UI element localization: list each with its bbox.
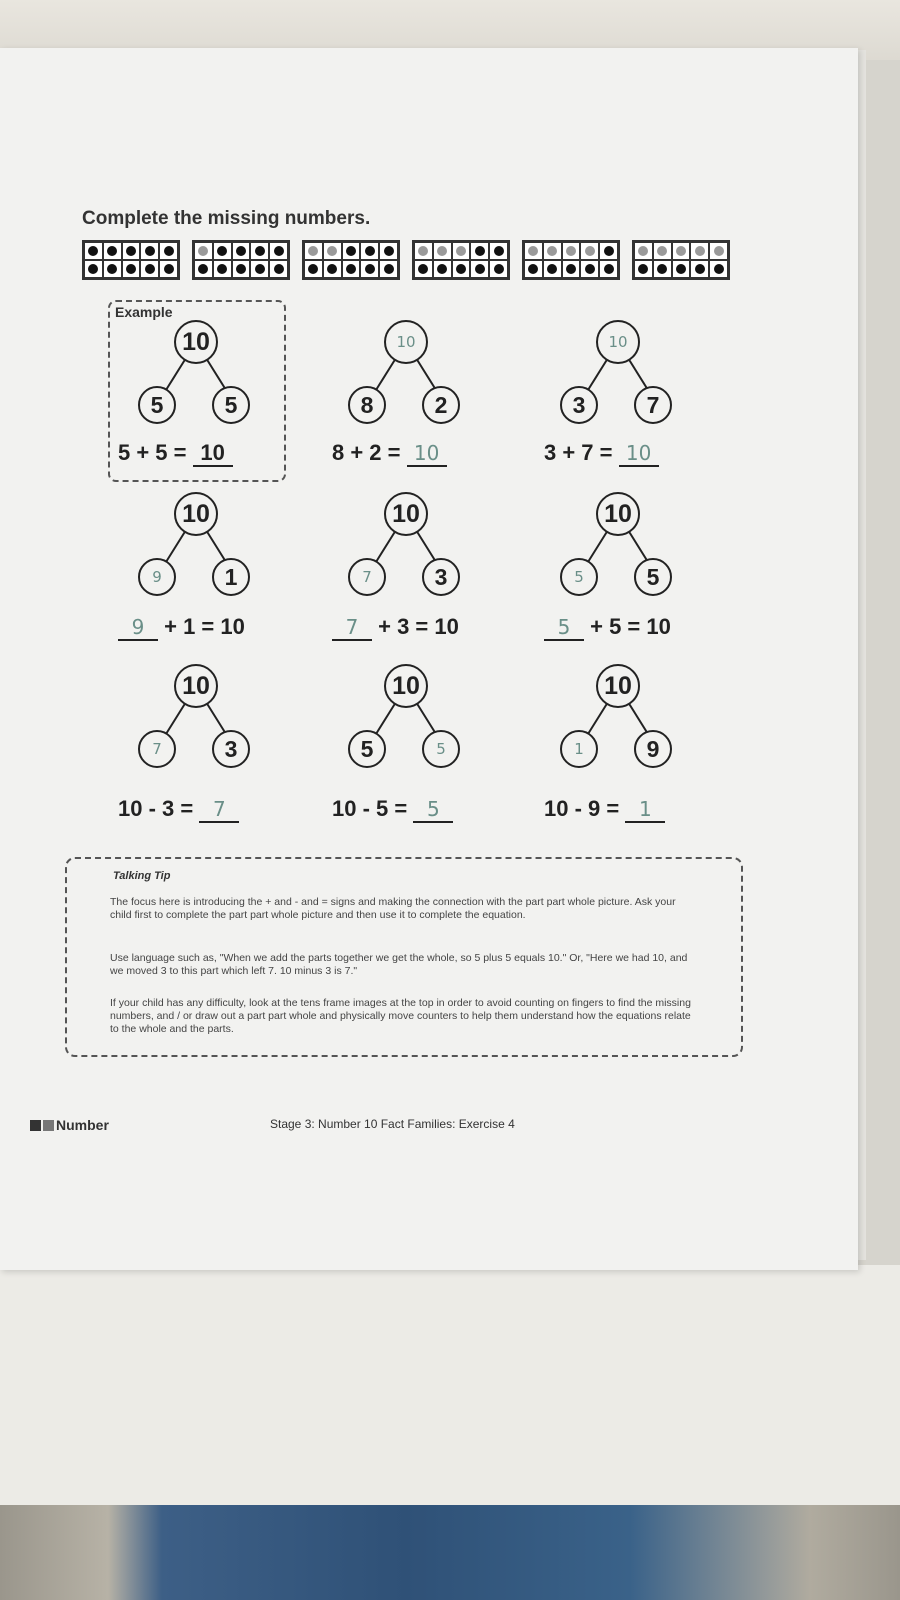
tens-frame-cell xyxy=(489,242,508,260)
counter-black-icon xyxy=(695,264,705,274)
answer-value: 7 xyxy=(212,797,226,821)
tens-frame-cell xyxy=(414,242,433,260)
tens-frame-cell xyxy=(342,242,361,260)
tens-frame-cell xyxy=(140,260,159,278)
counter-black-icon xyxy=(308,264,318,274)
tens-frame-cell xyxy=(414,260,433,278)
whole-circle-value: 10 xyxy=(182,327,210,356)
tens-frame-cell xyxy=(159,260,178,278)
brand-square-grey-icon xyxy=(43,1120,54,1131)
counter-grey-icon xyxy=(327,246,337,256)
tens-frame xyxy=(632,240,730,280)
tens-frame-cell xyxy=(159,242,178,260)
counter-black-icon xyxy=(255,264,265,274)
counter-black-icon xyxy=(418,264,428,274)
equation-suffix: + 1 = 10 xyxy=(158,614,245,639)
part-circle-right xyxy=(634,730,672,768)
answer-value: 1 xyxy=(638,797,652,821)
tens-frame xyxy=(82,240,180,280)
equation xyxy=(332,796,453,823)
counter-black-icon xyxy=(255,246,265,256)
tens-frame-cell xyxy=(580,260,599,278)
part-circle-right xyxy=(212,386,250,424)
part-circle-left-value: 7 xyxy=(362,568,372,586)
example-label: Example xyxy=(115,304,173,320)
tens-frame-cell xyxy=(634,242,653,260)
equation-suffix: + 3 = 10 xyxy=(372,614,459,639)
tens-frame-cell xyxy=(194,242,213,260)
answer-value: 5 xyxy=(557,615,571,639)
tens-frame-cell xyxy=(524,260,543,278)
part-circle-right xyxy=(422,558,460,596)
tens-frame xyxy=(522,240,620,280)
tens-frame-cell xyxy=(634,260,653,278)
whole-circle xyxy=(384,492,428,536)
part-circle-left xyxy=(560,386,598,424)
tens-frame-cell xyxy=(360,260,379,278)
tens-frame-cell xyxy=(269,242,288,260)
equation xyxy=(332,614,459,641)
tens-frame-cell xyxy=(690,260,709,278)
tens-frame-cell xyxy=(653,242,672,260)
counter-black-icon xyxy=(437,264,447,274)
part-circle-right-value: 5 xyxy=(436,740,446,758)
tens-frame-cell xyxy=(543,242,562,260)
whole-circle xyxy=(596,320,640,364)
whole-circle xyxy=(174,492,218,536)
tens-frame-cell xyxy=(323,260,342,278)
counter-grey-icon xyxy=(308,246,318,256)
counter-black-icon xyxy=(566,264,576,274)
whole-circle-value: 10 xyxy=(392,671,420,700)
answer-blank[interactable] xyxy=(619,441,659,467)
tens-frame-cell xyxy=(194,260,213,278)
whole-circle-value: 10 xyxy=(182,671,210,700)
answer-blank[interactable] xyxy=(332,615,372,641)
part-circle-right-value: 3 xyxy=(224,735,238,762)
tens-frame-cell xyxy=(250,242,269,260)
counter-black-icon xyxy=(346,264,356,274)
tens-frame-cell xyxy=(360,242,379,260)
whole-circle xyxy=(174,320,218,364)
tens-frame-cell xyxy=(379,242,398,260)
equation-prefix: 10 - 3 = xyxy=(118,796,200,821)
footer-brand xyxy=(30,1117,109,1133)
tens-frame-cell xyxy=(323,242,342,260)
counter-grey-icon xyxy=(198,246,208,256)
answer-blank[interactable] xyxy=(544,615,584,641)
whole-circle xyxy=(596,664,640,708)
part-circle-right-value: 3 xyxy=(434,563,448,590)
worksheet-page xyxy=(0,48,858,1270)
counter-black-icon xyxy=(475,246,485,256)
tens-frame-cell xyxy=(653,260,672,278)
counter-grey-icon xyxy=(585,246,595,256)
equation xyxy=(118,796,239,823)
floor-background xyxy=(0,1505,900,1600)
tens-frames-row xyxy=(82,240,732,280)
counter-black-icon xyxy=(528,264,538,274)
part-part-whole xyxy=(108,490,288,600)
counter-black-icon xyxy=(236,264,246,274)
counter-black-icon xyxy=(88,246,98,256)
counter-black-icon xyxy=(346,246,356,256)
counter-grey-icon xyxy=(547,246,557,256)
part-circle-left-value: 1 xyxy=(574,740,584,758)
answer-value: 7 xyxy=(345,615,359,639)
part-circle-right-value: 1 xyxy=(224,563,238,590)
part-circle-right-value: 5 xyxy=(646,563,660,590)
whole-circle-value: 10 xyxy=(604,671,632,700)
equation xyxy=(544,796,665,823)
equation-prefix: 8 + 2 = xyxy=(332,440,407,465)
answer-blank[interactable] xyxy=(625,797,665,823)
counter-black-icon xyxy=(714,264,724,274)
tens-frame-cell xyxy=(433,260,452,278)
answer-blank[interactable] xyxy=(199,797,239,823)
part-part-whole xyxy=(108,318,288,428)
counter-black-icon xyxy=(456,264,466,274)
part-circle-left-value: 5 xyxy=(574,568,584,586)
tens-frame-cell xyxy=(452,260,471,278)
part-part-whole xyxy=(318,318,498,428)
counter-grey-icon xyxy=(528,246,538,256)
whole-circle-value: 10 xyxy=(604,499,632,528)
part-circle-left xyxy=(348,730,386,768)
tens-frame-cell xyxy=(304,260,323,278)
part-circle-right xyxy=(634,558,672,596)
equation xyxy=(544,614,671,641)
answer-blank[interactable] xyxy=(118,615,158,641)
counter-black-icon xyxy=(604,246,614,256)
tens-frame-cell xyxy=(672,242,691,260)
tens-frame-cell xyxy=(543,260,562,278)
equation xyxy=(118,440,233,467)
counter-black-icon xyxy=(638,264,648,274)
part-circle-left xyxy=(348,386,386,424)
part-part-whole xyxy=(530,490,710,600)
part-circle-right xyxy=(634,386,672,424)
tens-frame-cell xyxy=(304,242,323,260)
part-part-whole xyxy=(530,318,710,428)
answer-blank[interactable] xyxy=(193,441,233,467)
tens-frame-cell xyxy=(232,260,251,278)
footer-brand-label: Number xyxy=(56,1117,109,1133)
counter-grey-icon xyxy=(676,246,686,256)
tens-frame-cell xyxy=(379,260,398,278)
equation-prefix: 5 + 5 = xyxy=(118,440,193,465)
equation xyxy=(332,440,447,467)
equation-prefix: 3 + 7 = xyxy=(544,440,619,465)
tens-frame-cell xyxy=(103,242,122,260)
tens-frame-cell xyxy=(709,260,728,278)
counter-black-icon xyxy=(475,264,485,274)
equation-prefix: 10 - 9 = xyxy=(544,796,626,821)
tens-frame-cell xyxy=(470,260,489,278)
counter-grey-icon xyxy=(695,246,705,256)
talking-tip-title: Talking Tip xyxy=(113,870,171,882)
answer-value: 10 xyxy=(413,441,440,465)
tens-frame-cell xyxy=(470,242,489,260)
part-circle-left-value: 8 xyxy=(360,391,374,418)
counter-black-icon xyxy=(384,264,394,274)
tens-frame xyxy=(302,240,400,280)
part-circle-left-value: 7 xyxy=(152,740,162,758)
whole-circle-value: 10 xyxy=(396,333,416,351)
tens-frame-cell xyxy=(524,242,543,260)
talking-tip-paragraph-3: If your child has any difficulty, look at the tens frame images at the top in order to avoid counting on fingers to find the missing numbers, and / or draw out a part part whole and physically move counters to help them understand how the equations relate to the whole and the parts. xyxy=(110,997,691,1035)
equation xyxy=(118,614,245,641)
part-circle-right-value: 5 xyxy=(224,391,238,418)
counter-black-icon xyxy=(107,264,117,274)
part-circle-right xyxy=(212,558,250,596)
part-circle-right-value: 2 xyxy=(434,391,448,418)
counter-black-icon xyxy=(126,246,136,256)
answer-value: 5 xyxy=(426,797,440,821)
counter-black-icon xyxy=(657,264,667,274)
tens-frame-cell xyxy=(84,260,103,278)
tens-frame-cell xyxy=(122,260,141,278)
counter-black-icon xyxy=(107,246,117,256)
part-circle-right xyxy=(212,730,250,768)
whole-circle xyxy=(596,492,640,536)
tens-frame-cell xyxy=(213,242,232,260)
part-circle-left xyxy=(348,558,386,596)
tens-frame-cell xyxy=(672,260,691,278)
answer-value: 10 xyxy=(200,440,225,465)
counter-grey-icon xyxy=(638,246,648,256)
counter-black-icon xyxy=(494,246,504,256)
counter-black-icon xyxy=(145,246,155,256)
whole-circle-value: 10 xyxy=(608,333,628,351)
instruction-heading: Complete the missing numbers. xyxy=(82,208,371,229)
counter-black-icon xyxy=(384,246,394,256)
counter-black-icon xyxy=(365,246,375,256)
part-circle-right-value: 7 xyxy=(646,391,660,418)
whole-circle xyxy=(384,320,428,364)
tens-frame-cell xyxy=(213,260,232,278)
answer-value: 9 xyxy=(131,615,145,639)
counter-grey-icon xyxy=(456,246,466,256)
tens-frame-cell xyxy=(709,242,728,260)
counter-black-icon xyxy=(217,264,227,274)
tens-frame-cell xyxy=(599,242,618,260)
counter-grey-icon xyxy=(714,246,724,256)
counter-black-icon xyxy=(164,264,174,274)
counter-black-icon xyxy=(236,246,246,256)
talking-tip-paragraph-2: Use language such as, "When we add the parts together we get the whole, so 5 plus 5 equals 10." Or, "Here we had 10, and we moved 3 to this part which left 7. 10 minus 3 is 7." xyxy=(110,952,688,977)
part-circle-left-value: 5 xyxy=(360,735,374,762)
answer-blank[interactable] xyxy=(407,441,447,467)
tens-frame-cell xyxy=(690,242,709,260)
counter-grey-icon xyxy=(418,246,428,256)
page-stack-edge xyxy=(858,50,866,1260)
counter-black-icon xyxy=(164,246,174,256)
paper-underneath xyxy=(0,1265,900,1510)
counter-black-icon xyxy=(676,264,686,274)
part-part-whole xyxy=(318,662,498,772)
tens-frame-cell xyxy=(489,260,508,278)
part-part-whole xyxy=(530,662,710,772)
talking-tip-paragraph-1: The focus here is introducing the + and - and = signs and making the connection with the part part whole picture. Ask your child first to complete the part part whole picture and then use it to complete the equation. xyxy=(110,896,676,921)
tens-frame-cell xyxy=(562,260,581,278)
part-circle-left-value: 5 xyxy=(150,391,164,418)
part-part-whole xyxy=(108,662,288,772)
brand-square-dark-icon xyxy=(30,1120,41,1131)
tens-frame-cell xyxy=(84,242,103,260)
footer-title: Stage 3: Number 10 Fact Families: Exercise 4 xyxy=(270,1117,515,1131)
tens-frame-cell xyxy=(562,242,581,260)
counter-black-icon xyxy=(604,264,614,274)
part-circle-left xyxy=(138,386,176,424)
tens-frame-cell xyxy=(122,242,141,260)
tens-frame-cell xyxy=(232,242,251,260)
counter-black-icon xyxy=(494,264,504,274)
part-circle-right xyxy=(422,386,460,424)
whole-circle xyxy=(174,664,218,708)
equation-suffix: + 5 = 10 xyxy=(584,614,671,639)
counter-grey-icon xyxy=(657,246,667,256)
equation-prefix: 10 - 5 = xyxy=(332,796,414,821)
counter-black-icon xyxy=(274,264,284,274)
counter-black-icon xyxy=(274,246,284,256)
whole-circle xyxy=(384,664,428,708)
counter-black-icon xyxy=(198,264,208,274)
tens-frame-cell xyxy=(342,260,361,278)
whole-circle-value: 10 xyxy=(182,499,210,528)
answer-blank[interactable] xyxy=(413,797,453,823)
counter-black-icon xyxy=(327,264,337,274)
tens-frame-cell xyxy=(103,260,122,278)
tens-frame-cell xyxy=(433,242,452,260)
part-circle-left xyxy=(560,730,598,768)
tens-frame-cell xyxy=(250,260,269,278)
tens-frame xyxy=(192,240,290,280)
tens-frame-cell xyxy=(580,242,599,260)
tens-frame-cell xyxy=(140,242,159,260)
counter-grey-icon xyxy=(437,246,447,256)
part-circle-left xyxy=(560,558,598,596)
counter-black-icon xyxy=(126,264,136,274)
tens-frame-cell xyxy=(452,242,471,260)
whole-circle-value: 10 xyxy=(392,499,420,528)
part-circle-left xyxy=(138,730,176,768)
equation xyxy=(544,440,659,467)
counter-black-icon xyxy=(365,264,375,274)
part-circle-left xyxy=(138,558,176,596)
counter-black-icon xyxy=(88,264,98,274)
tens-frame-cell xyxy=(599,260,618,278)
tens-frame xyxy=(412,240,510,280)
tens-frame-cell xyxy=(269,260,288,278)
answer-value: 10 xyxy=(625,441,652,465)
part-circle-right xyxy=(422,730,460,768)
part-circle-left-value: 3 xyxy=(572,391,586,418)
counter-grey-icon xyxy=(566,246,576,256)
counter-black-icon xyxy=(547,264,557,274)
counter-black-icon xyxy=(217,246,227,256)
part-circle-right-value: 9 xyxy=(646,735,660,762)
part-circle-left-value: 9 xyxy=(152,568,162,586)
part-part-whole xyxy=(318,490,498,600)
counter-black-icon xyxy=(585,264,595,274)
counter-black-icon xyxy=(145,264,155,274)
